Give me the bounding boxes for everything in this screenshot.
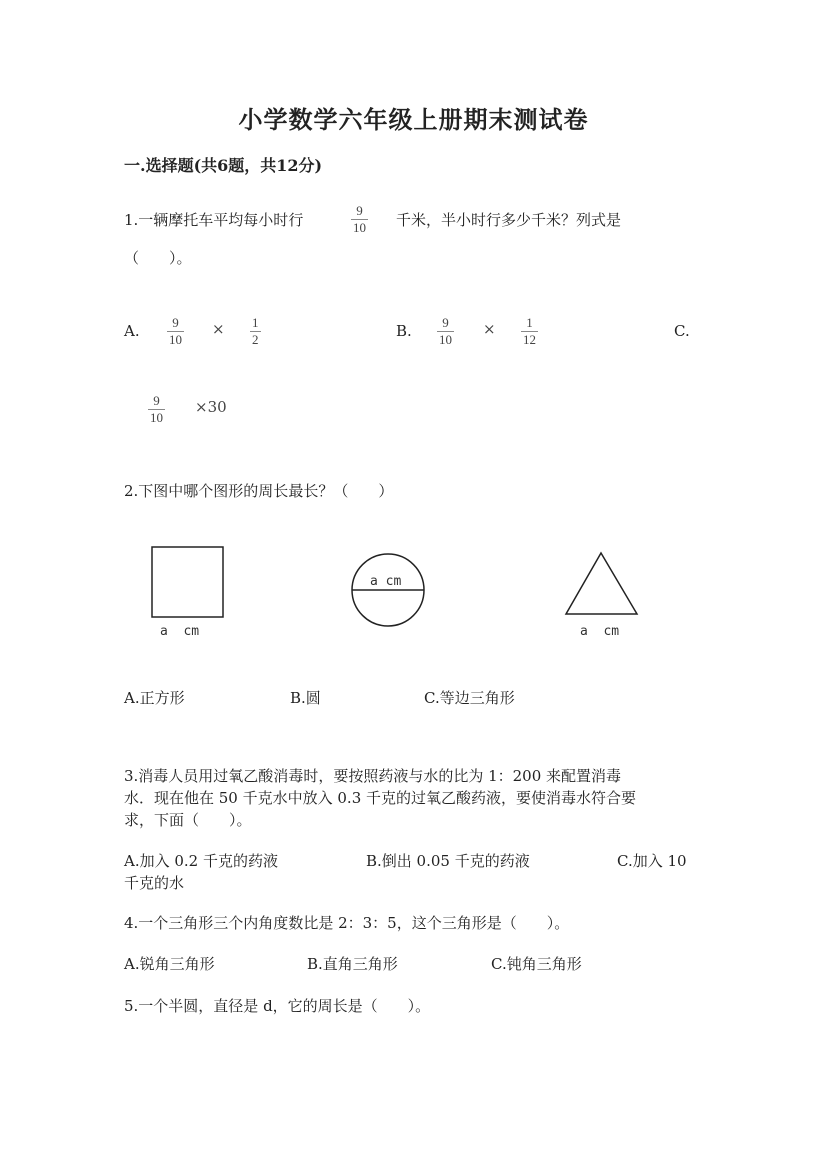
section-heading: 一.选择题(共6题，共12分) bbox=[124, 156, 323, 175]
q1-option-a-frac2 bbox=[250, 316, 261, 347]
q3-line3: 求，下面（ ）。 bbox=[124, 811, 252, 829]
q1-option-c-label: C. bbox=[674, 322, 690, 340]
q4-option-a: A.锐角三角形 bbox=[124, 955, 215, 973]
q1-option-a-label: A. bbox=[124, 322, 140, 340]
frac-num: 1 bbox=[526, 315, 533, 330]
q1-option-a-frac1 bbox=[167, 316, 184, 347]
q1-option-b-label: B. bbox=[396, 322, 412, 340]
frac-num: 9 bbox=[172, 315, 179, 330]
frac-den: 12 bbox=[523, 332, 536, 347]
frac-num: 1 bbox=[252, 315, 259, 330]
q1-option-b-op: × bbox=[483, 320, 496, 338]
q4-option-c: C.钝角三角形 bbox=[491, 955, 582, 973]
q1-fraction-den: 10 bbox=[353, 220, 366, 235]
frac-num: 9 bbox=[153, 393, 160, 408]
q1-line2: （ ）。 bbox=[124, 249, 192, 267]
q1-option-c-op: ×30 bbox=[195, 398, 227, 416]
q3-option-c-cont: 千克的水 bbox=[124, 874, 185, 892]
q1-option-c-frac bbox=[148, 394, 165, 425]
frac-num: 9 bbox=[442, 315, 449, 330]
q1-text-after: 千米，半小时行多少千米？列式是 bbox=[396, 211, 622, 229]
q3-option-c: C.加入 10 bbox=[617, 852, 687, 870]
page-title: 小学数学六年级上册期末测试卷 bbox=[238, 105, 589, 134]
q2-option-a: A.正方形 bbox=[124, 689, 185, 707]
q1-option-a-op: × bbox=[212, 320, 225, 338]
q1-fraction bbox=[351, 204, 368, 235]
square-shape bbox=[152, 547, 223, 617]
q1-text-before: 1.一辆摩托车平均每小时行 bbox=[124, 211, 304, 229]
q1-option-b-frac1 bbox=[437, 316, 454, 347]
frac-den: 10 bbox=[169, 332, 182, 347]
square-label: a cm bbox=[160, 624, 200, 639]
q1-fraction-num: 9 bbox=[356, 203, 363, 218]
q5-text: 5.一个半圆，直径是 d，它的周长是（ ）。 bbox=[124, 997, 431, 1015]
q4-option-b: B.直角三角形 bbox=[307, 955, 398, 973]
q2-option-c: C.等边三角形 bbox=[424, 689, 515, 707]
frac-den: 10 bbox=[150, 410, 163, 425]
triangle-label: a cm bbox=[580, 624, 620, 639]
triangle-shape bbox=[566, 553, 637, 614]
q3-option-a: A.加入 0.2 千克的药液 bbox=[124, 852, 278, 870]
q2-option-b: B.圆 bbox=[290, 689, 321, 707]
q2-text: 2.下图中哪个图形的周长最长？（ ） bbox=[124, 482, 394, 500]
frac-den: 2 bbox=[252, 332, 259, 347]
q3-line2: 水．现在他在 50 千克水中放入 0.3 千克的过氧乙酸药液，要使消毒水符合要 bbox=[124, 789, 637, 807]
q1-option-b-frac2 bbox=[521, 316, 538, 347]
q2-figures bbox=[0, 530, 827, 650]
frac-den: 10 bbox=[439, 332, 452, 347]
q3-option-b: B.倒出 0.05 千克的药液 bbox=[366, 852, 530, 870]
circle-label: a cm bbox=[370, 574, 402, 589]
q4-text: 4.一个三角形三个内角度数比是 2：3：5，这个三角形是（ ）。 bbox=[124, 914, 570, 932]
q3-line1: 3.消毒人员用过氧乙酸消毒时，要按照药液与水的比为 1：200 来配置消毒 bbox=[124, 767, 622, 785]
